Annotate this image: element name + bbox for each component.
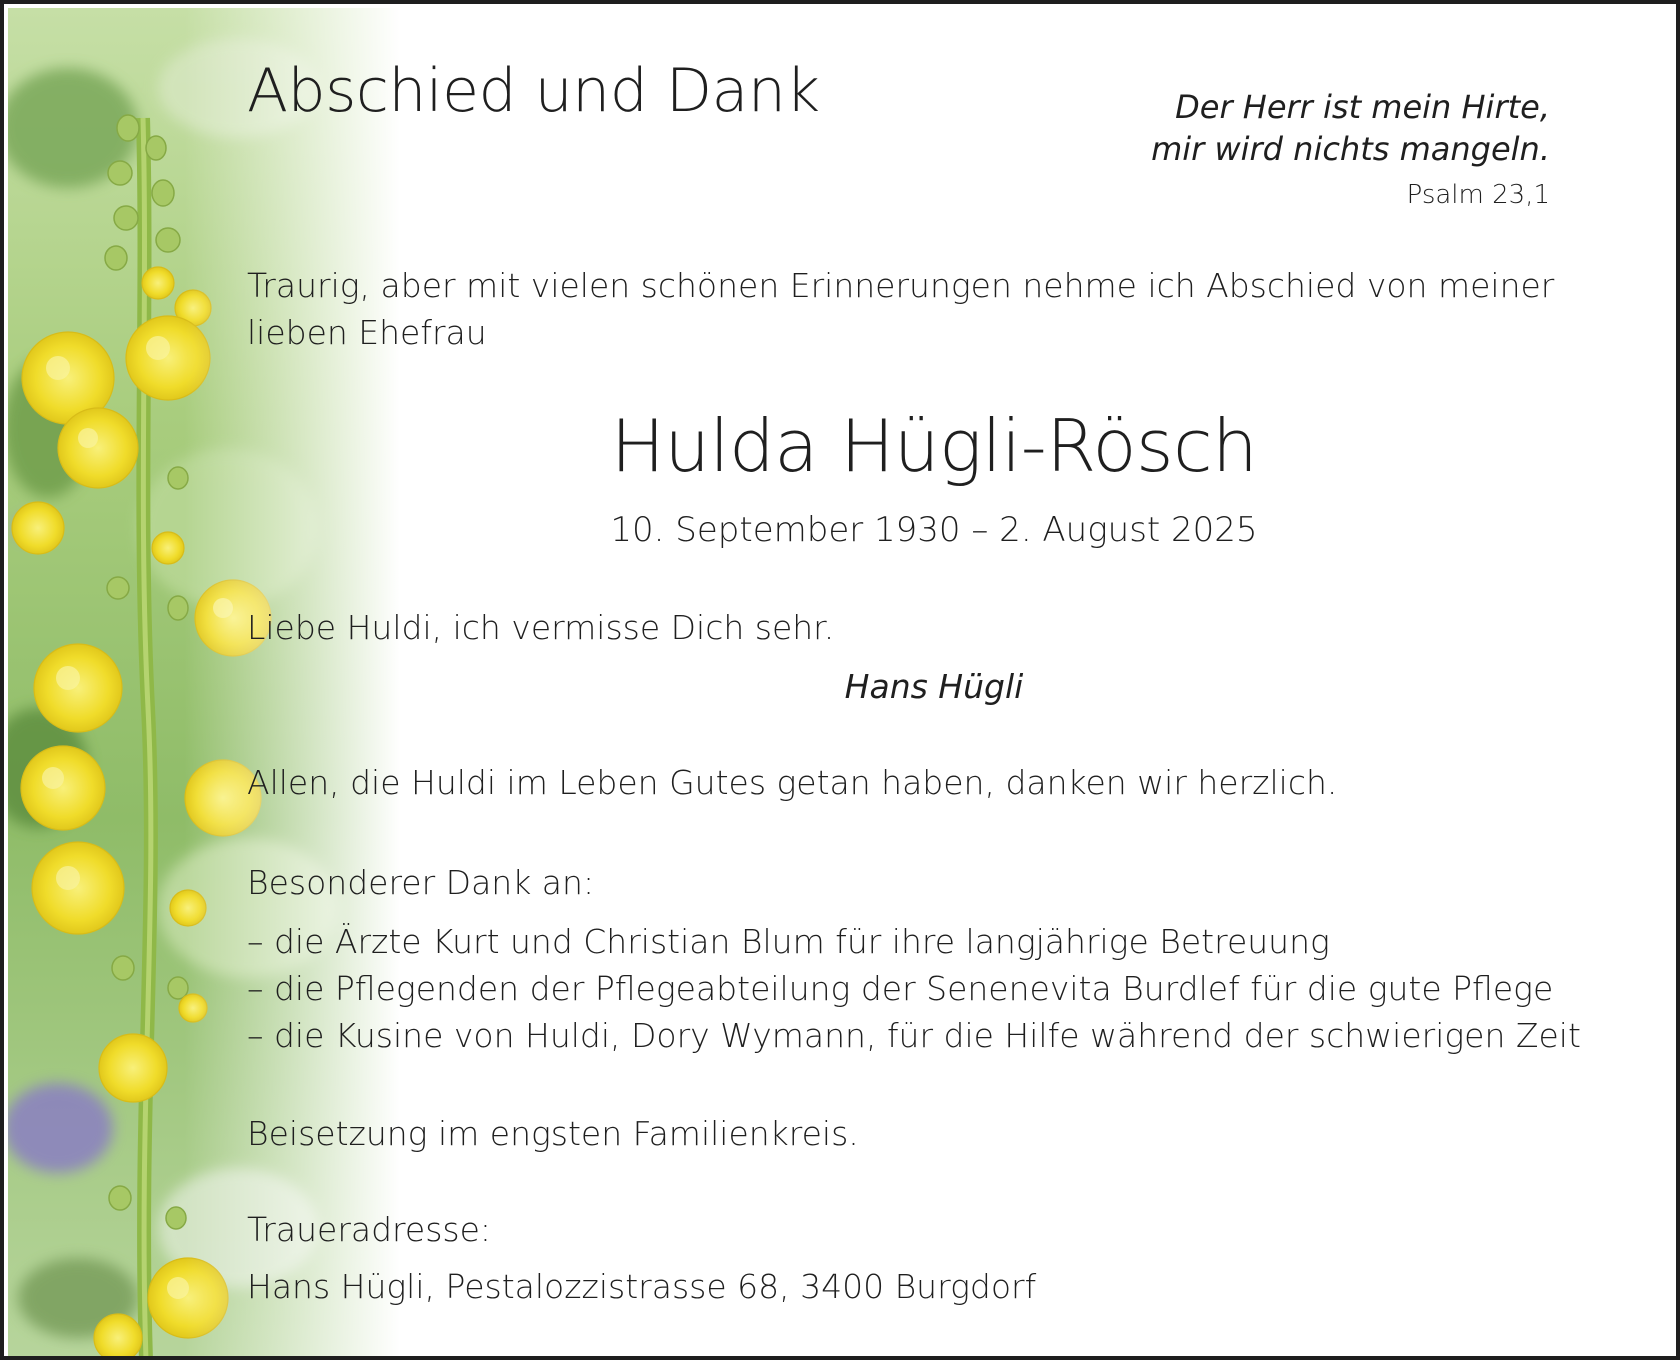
intro-line-1: Traurig, aber mit vielen schönen Erinnerungen nehme ich Abschied von meiner [247, 266, 1555, 305]
personal-message: Liebe Huldi, ich vermisse Dich sehr. [247, 608, 835, 647]
intro-text [247, 262, 1554, 356]
intro-line-2: lieben Ehefrau [247, 313, 487, 352]
burial-note: Beisetzung im engsten Familienkreis. [247, 1114, 859, 1153]
general-thanks: Allen, die Huldi im Leben Gutes getan haben, danken wir herzlich. [247, 763, 1338, 802]
bible-verse [1151, 86, 1550, 170]
life-dates: 10. September 1930 – 2. August 2025 [610, 510, 1258, 550]
bible-verse-line-2: mir wird nichts mangeln. [1151, 130, 1550, 168]
bible-verse-reference: Psalm 23,1 [1406, 180, 1550, 210]
signature: Hans Hügli [844, 667, 1024, 706]
special-thanks-item: – die Ärzte Kurt und Christian Blum für ihre langjährige Betreuung [247, 922, 1330, 961]
address-label: Traueradresse: [247, 1210, 492, 1249]
special-thanks [247, 859, 1581, 1059]
mourning-address [247, 1206, 1036, 1310]
special-thanks-item: – die Pflegenden der Pflegeabteilung der Senenevita Burdlef für die gute Pflege [247, 969, 1554, 1008]
bible-verse-line-1: Der Herr ist mein Hirte, [1175, 88, 1550, 126]
notice-title: Abschied und Dank [247, 56, 820, 126]
deceased-name: Hulda Hügli-Rösch [610, 404, 1258, 488]
address-value: Hans Hügli, Pestalozzistrasse 68, 3400 Burgdorf [247, 1267, 1037, 1306]
special-thanks-item: – die Kusine von Huldi, Dory Wymann, für die Hilfe während der schwierigen Zeit [247, 1016, 1581, 1055]
special-thanks-heading: Besonderer Dank an: [247, 863, 595, 902]
